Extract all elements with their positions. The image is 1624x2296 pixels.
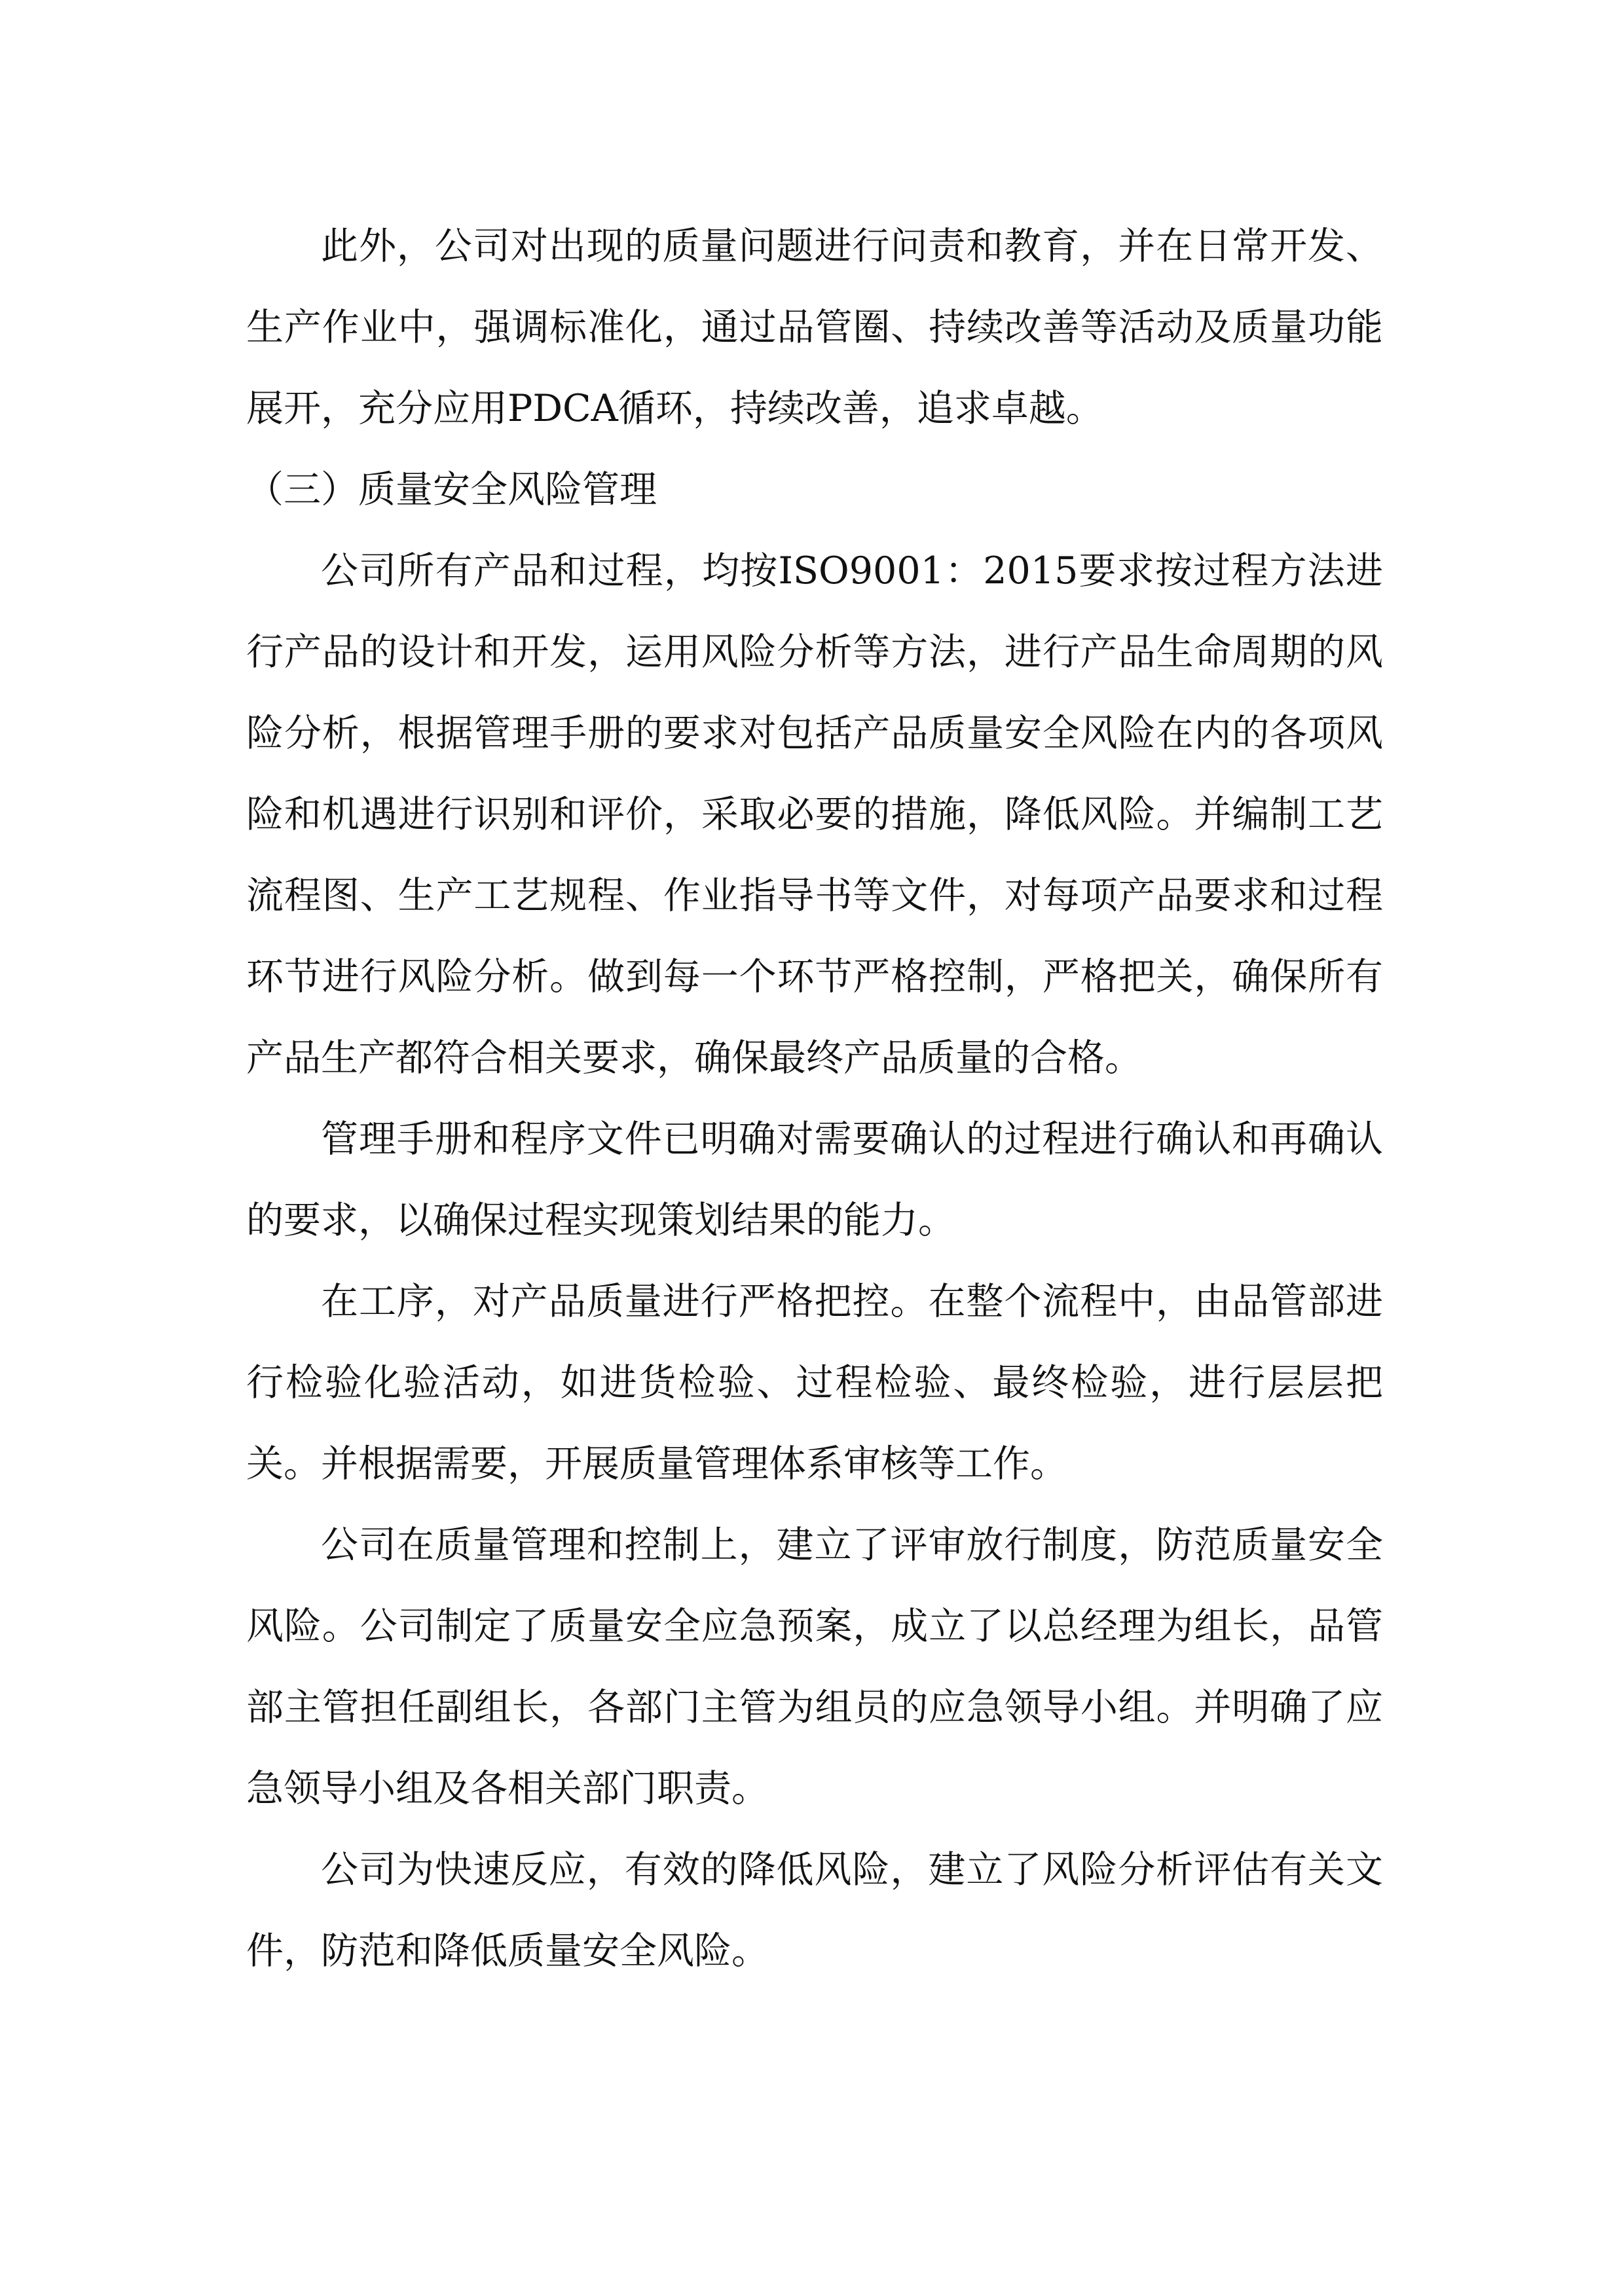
paragraph: 公司为快速反应，有效的降低风险，建立了风险分析评估有关文件，防范和降低质量安全风险。 xyxy=(246,1848,1383,1973)
paragraph: 公司在质量管理和控制上，建立了评审放行制度，防范质量安全风险。公司制定了质量安全应急预案，成立了以总经理为组长，品管部主管担任副组长，各部门主管为组员的应急领导小组。并明确了应急领导小组及各相关部门职责。 xyxy=(246,1523,1383,1810)
paragraph: 公司所有产品和过程，均按ISO9001：2015要求按过程方法进行产品的设计和开发，运用风险分析等方法，进行产品生命周期的风险分析，根据管理手册的要求对包括产品质量安全风险在内的各项风险和机遇进行识别和评价，采取必要的措施，降低风险。并编制工艺流程图、生产工艺规程、作业指导书等文件，对每项产品要求和过程环节进行风险分析。做到每一个环节严格控制，严格把关，确保所有产品生产都符合相关要求，确保最终产品质量的合格。 xyxy=(246,549,1383,1080)
paragraph: 管理手册和程序文件已明确对需要确认的过程进行确认和再确认的要求，以确保过程实现策划结果的能力。 xyxy=(246,1118,1383,1242)
paragraph: 此外，公司对出现的质量问题进行问责和教育，并在日常开发、生产作业中，强调标准化，通过品管圈、持续改善等活动及质量功能展开，充分应用PDCA循环，持续改善，追求卓越。 xyxy=(246,225,1383,430)
paragraph: 在工序，对产品质量进行严格把控。在整个流程中，由品管部进行检验化验活动，如进货检验、过程检验、最终检验，进行层层把关。并根据需要，开展质量管理体系审核等工作。 xyxy=(246,1280,1383,1485)
document-body xyxy=(246,206,1383,1992)
section-heading: （三）质量安全风险管理 xyxy=(246,468,657,511)
